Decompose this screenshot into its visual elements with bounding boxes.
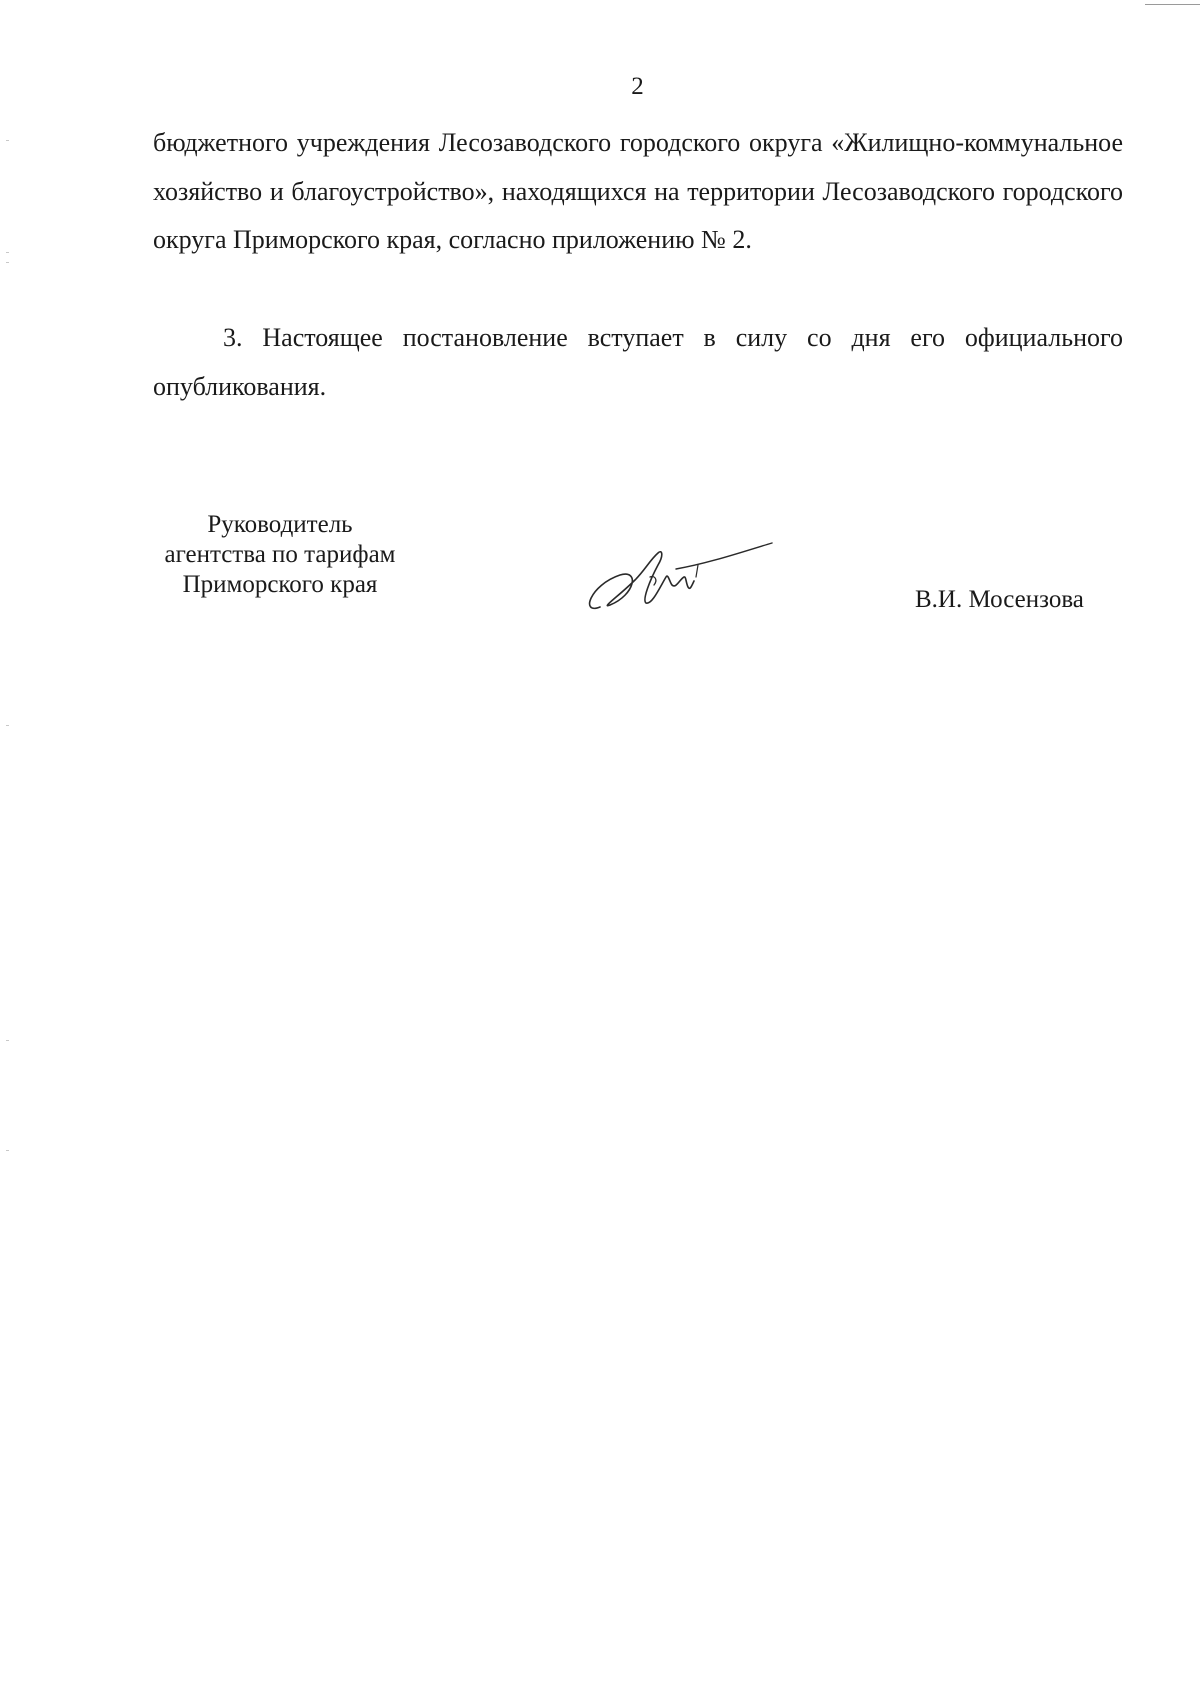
paragraph-clause-3: 3. Настоящее постановление вступает в силу со дня его официального опубликования. <box>153 323 1123 401</box>
scan-edge-mark <box>6 1040 9 1041</box>
signatory-name: В.И. Мосензова <box>915 586 1084 613</box>
scan-edge-line <box>1145 4 1200 5</box>
signatory-position <box>130 510 430 600</box>
scan-edge-mark <box>6 140 9 141</box>
scan-edge-mark <box>6 252 9 253</box>
handwritten-signature <box>580 525 780 625</box>
position-line: агентства по тарифам <box>164 541 396 568</box>
position-line: Руководитель <box>207 511 353 538</box>
position-line: Приморского края <box>182 571 378 598</box>
scan-edge-mark <box>6 1150 9 1151</box>
page-number: 2 <box>631 73 644 100</box>
paragraph-continuation: бюджетного учреждения Лесозаводского городского округа «Жилищно-коммунальное хозяйство и благоустройство», находящихся на территории Лесозаводского городского округа Приморского края, согласно приложению № 2. <box>153 128 1123 254</box>
scan-edge-mark <box>6 262 9 263</box>
scan-edge-mark <box>6 725 9 726</box>
